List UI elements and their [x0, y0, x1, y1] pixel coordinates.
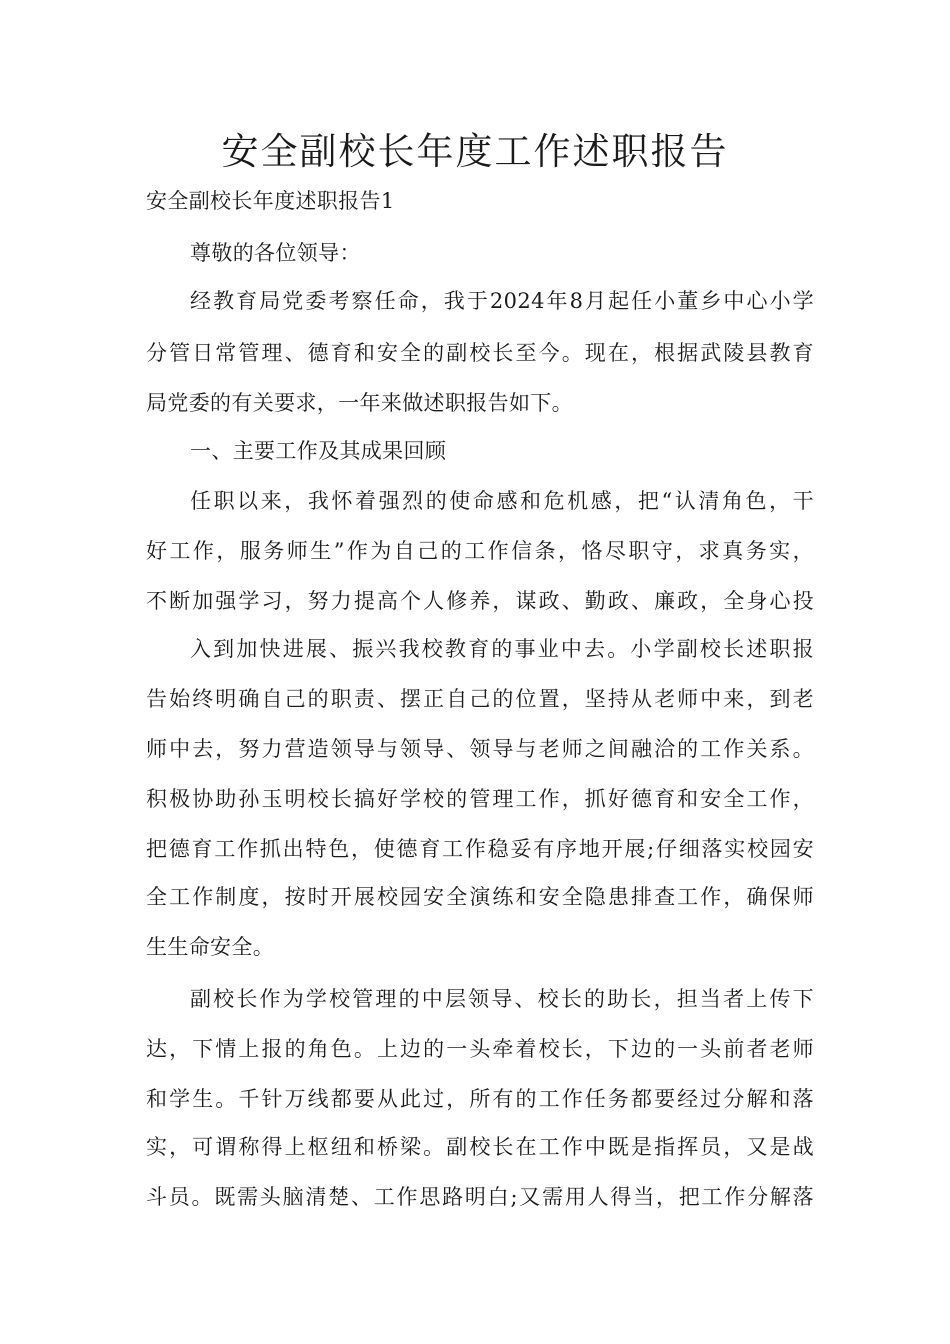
paragraph-line: 好工作，服务师生”作为自己的工作信条，恪尽职守，求真务实， [146, 539, 814, 563]
paragraph-line: 把德育工作抓出特色，使德育工作稳妥有序地开展;仔细落实校园安 [146, 837, 814, 861]
paragraph-line: 达，下情上报的角色。上边的一头牵着校长，下边的一头前者老师 [146, 1037, 814, 1061]
document-title: 安全副校长年度工作述职报告 [221, 130, 729, 173]
paragraph-line: 副校长作为学校管理的中层领导、校长的助长，担当者上传下 [190, 987, 814, 1011]
paragraph-line: 任职以来，我怀着强烈的使命感和危机感，把“认清角色，干 [190, 489, 814, 513]
paragraph-line: 经教育局党委考察任命，我于2024年8月起任小董乡中心小学 [190, 289, 814, 313]
paragraph-line: 斗员。既需头脑清楚、工作思路明白;又需用人得当，把工作分解落 [146, 1185, 814, 1209]
paragraph-line: 积极协助孙玉明校长搞好学校的管理工作，抓好德育和安全工作， [146, 787, 814, 811]
report-subtitle: 安全副校长年度述职报告1 [146, 189, 395, 213]
paragraph-line: 全工作制度，按时开展校园安全演练和安全隐患排查工作，确保师 [146, 885, 814, 909]
paragraph-line: 局党委的有关要求，一年来做述职报告如下。 [146, 391, 573, 415]
paragraph-line: 生生命安全。 [146, 935, 275, 959]
paragraph-line: 不断加强学习，努力提高个人修养，谋政、勤政、廉政，全身心投 [146, 589, 814, 613]
paragraph-line: 告始终明确自己的职责、摆正自己的位置，坚持从老师中来，到老 [146, 687, 814, 711]
salutation: 尊敬的各位领导： [190, 241, 361, 265]
paragraph-line: 入到加快进展、振兴我校教育的事业中去。小学副校长述职报 [190, 637, 814, 661]
paragraph-line: 和学生。千针万线都要从此过，所有的工作任务都要经过分解和落 [146, 1087, 814, 1111]
paragraph-line: 分管日常管理、德育和安全的副校长至今。现在，根据武陵县教育 [146, 341, 814, 365]
paragraph-line: 师中去，努力营造领导与领导、领导与老师之间融洽的工作关系。 [146, 737, 814, 761]
paragraph-line: 实，可谓称得上枢纽和桥梁。副校长在工作中既是指挥员，又是战 [146, 1135, 814, 1159]
section-heading: 一、主要工作及其成果回顾 [190, 439, 447, 463]
